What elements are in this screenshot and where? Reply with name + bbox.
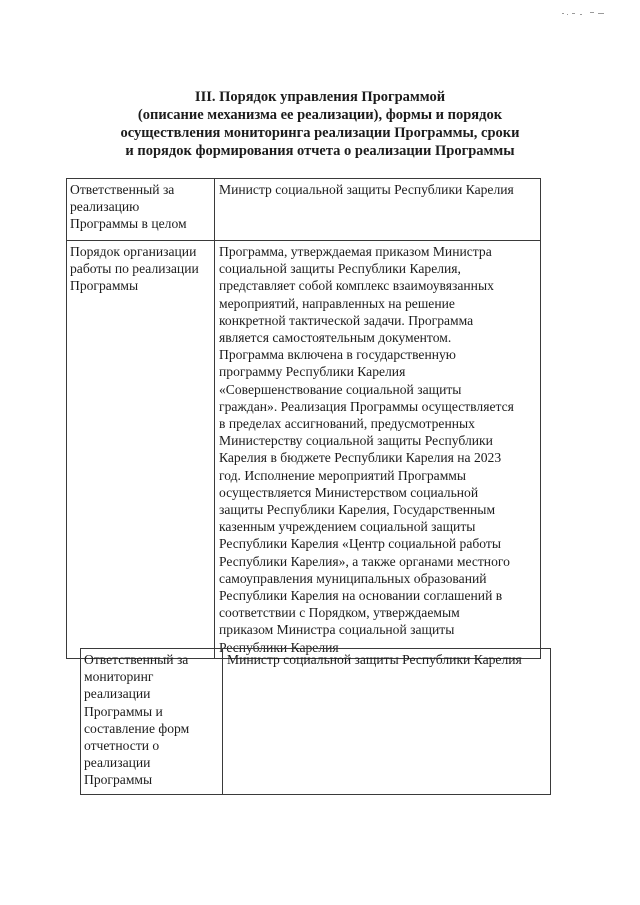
label-cell [81,649,223,795]
cell-line: казенным учреждением социальной защиты [219,519,476,535]
cell-line: осуществляется Министерством социальной [219,484,479,500]
table-row [81,649,551,795]
cell-line: Программы в целом [70,216,187,232]
cell-line: «Совершенствование социальной защиты [219,381,462,397]
cell-line: представляет собой комплекс взаимоувязанных [219,278,494,294]
cell-line: Программы и [84,703,163,719]
cell-line: является самостоятельным документом. [219,330,452,346]
cell-line: социальной защиты Республики Карелия, [219,261,461,277]
label-cell [67,241,215,659]
cell-line: Ответственный за [84,652,189,667]
heading-line: (описание механизма ее реализации), формы и порядок [137,107,503,123]
scan-mark-icon [560,10,610,18]
cell-line: конкретной тактической задачи. Программа [219,312,474,328]
table-row [67,179,541,241]
cell-line: год. Исполнение мероприятий Программы [219,467,467,483]
cell-line: Карелия в бюджете Республики Карелия на 2023 [219,450,502,466]
cell-line: Порядок организации [70,244,197,259]
cell-line: составление форм [84,720,190,736]
cell-line: Министр социальной защиты Республики Карелия [227,652,522,667]
cell-line: Республики Карелия», а также органами местного [219,553,510,569]
cell-line: реализации [84,755,151,771]
cell-line: программу Республики Карелия [219,364,406,380]
cell-line: мониторинг [84,669,154,685]
value-cell [215,179,541,241]
label-cell [67,179,215,241]
cell-line: реализацию [70,199,140,215]
cell-line: граждан». Реализация Программы осуществляется [219,398,514,414]
heading-line: и порядок формирования отчета о реализации Программы [125,143,515,159]
cell-line: Республики Карелия «Центр социальной работы [219,536,501,552]
heading-line: III. Порядок управления Программой [194,89,446,105]
management-table [66,178,541,659]
heading-line: осуществления мониторинга реализации Программы, сроки [120,125,520,141]
value-cell [223,649,551,795]
monitoring-table [80,648,551,795]
cell-line: реализации [84,686,151,702]
cell-line: работы по реализации [70,261,199,277]
section-heading [80,88,560,160]
cell-line: отчетности о [84,738,160,754]
cell-line: мероприятий, направленных на решение [219,295,455,311]
cell-line: самоуправления муниципальных образований [219,570,487,586]
cell-line: Республики Карелия [219,639,339,655]
cell-line: Программы [70,278,139,294]
cell-line: Программа включена в государственную [219,347,456,363]
cell-line: соответствии с Порядком, утверждаемым [219,605,460,621]
cell-line: Министр социальной защиты Республики Карелия [219,182,514,197]
cell-line: Республики Карелия на основании соглашений в [219,588,503,604]
cell-line: приказом Министра социальной защиты [219,622,455,638]
value-cell [215,241,541,659]
cell-line: защиты Республики Карелия, Государственным [219,502,496,518]
table-row [67,241,541,659]
cell-line: Программы [84,772,153,788]
cell-line: Министерству социальной защиты Республики [219,433,493,449]
cell-line: Программа, утверждаемая приказом Министра [219,244,492,259]
cell-line: в пределах ассигнований, предусмотренных [219,416,475,432]
cell-line: Ответственный за [70,182,175,197]
